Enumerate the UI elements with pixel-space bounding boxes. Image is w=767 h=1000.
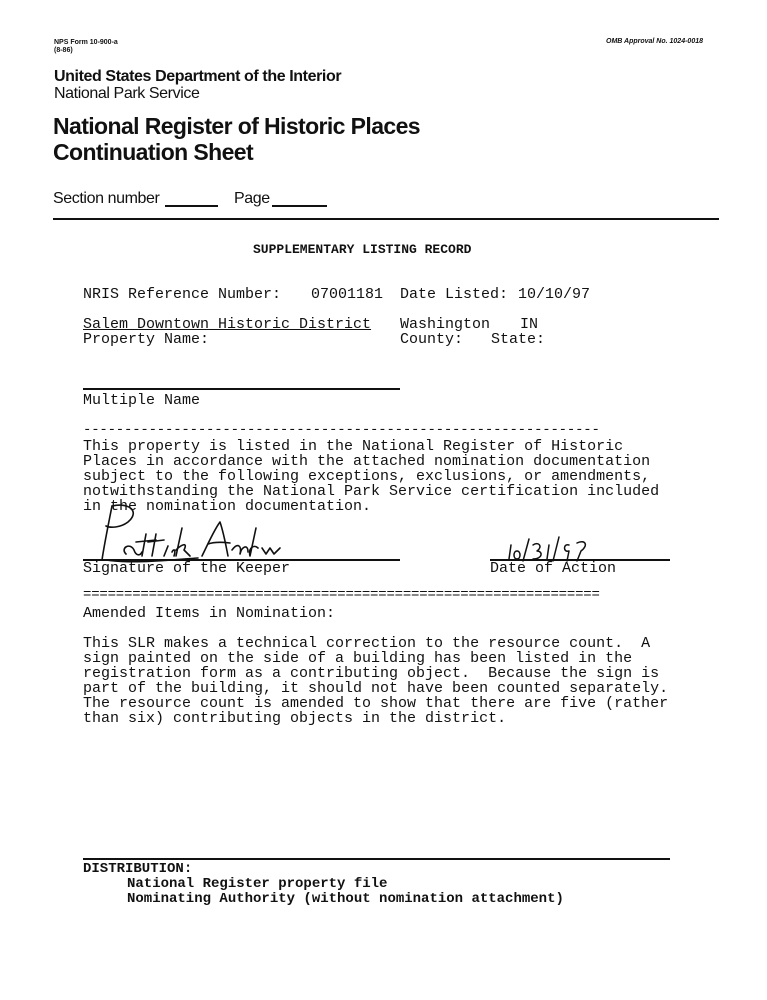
signature-label: Signature of the Keeper	[83, 560, 291, 577]
double-divider: ===============================================================	[83, 587, 600, 603]
omb-approval: OMB Approval No. 1024-0018	[606, 38, 703, 45]
county-label: County:	[400, 331, 464, 348]
county-value: Washington	[400, 316, 491, 333]
statement-line: subject to the following exceptions, exclusions, or amendments,	[83, 468, 651, 485]
statement-line: notwithstanding the National Park Service certification included	[83, 483, 660, 500]
property-name-value: Salem Downtown Historic District	[83, 316, 372, 333]
statement-line: in the nomination documentation.	[83, 498, 372, 515]
amendment-line: This SLR makes a technical correction to the resource count. A	[83, 635, 651, 652]
agency-name: National Park Service	[54, 85, 200, 102]
section-number-blank	[165, 205, 218, 207]
distribution-label: DISTRIBUTION:	[83, 861, 193, 877]
date-of-action-label: Date of Action	[490, 560, 617, 577]
dash-divider: ---------------------------------------------------------------	[83, 422, 600, 438]
amendment-line: sign painted on the side of a building has been listed in the	[83, 650, 633, 667]
keeper-signature	[90, 498, 290, 566]
state-value: IN	[520, 316, 539, 333]
nris-label: NRIS Reference Number:	[83, 286, 282, 303]
statement-line: Places in accordance with the attached nomination documentation	[83, 453, 651, 470]
form-number: NPS Form 10-900-a	[54, 39, 118, 46]
page-label: Page	[234, 190, 270, 207]
state-label: State:	[491, 331, 546, 348]
page-title: National Register of Historic Places	[53, 113, 420, 139]
distribution-rule	[83, 858, 670, 860]
multiple-name-blank	[83, 388, 400, 390]
amended-items-label: Amended Items in Nomination:	[83, 605, 336, 622]
amendment-line: than six) contributing objects in the district.	[83, 710, 507, 727]
statement-line: This property is listed in the National Register of Historic	[83, 438, 624, 455]
distribution-item: National Register property file	[127, 876, 388, 892]
section-number-label: Section number	[53, 190, 160, 207]
property-name-label: Property Name:	[83, 331, 210, 348]
amendment-line: The resource count is amended to show that there are five (rather	[83, 695, 669, 712]
page-subtitle: Continuation Sheet	[53, 139, 254, 165]
distribution-item: Nominating Authority (without nomination attachment)	[127, 891, 564, 907]
amendment-line: part of the building, it should not have been counted separately.	[83, 680, 669, 697]
form-revision: (8-86)	[54, 47, 73, 54]
nris-value: 07001181	[311, 286, 384, 303]
header-rule	[53, 218, 719, 220]
department-name: United States Department of the Interior	[54, 68, 342, 85]
date-listed-value: 10/10/97	[518, 286, 591, 303]
record-heading: SUPPLEMENTARY LISTING RECORD	[253, 242, 472, 257]
multiple-name-label: Multiple Name	[83, 392, 201, 409]
page-blank	[272, 205, 327, 207]
amendment-line: registration form as a contributing object. Because the sign is	[83, 665, 660, 682]
date-listed-label: Date Listed:	[400, 286, 509, 303]
